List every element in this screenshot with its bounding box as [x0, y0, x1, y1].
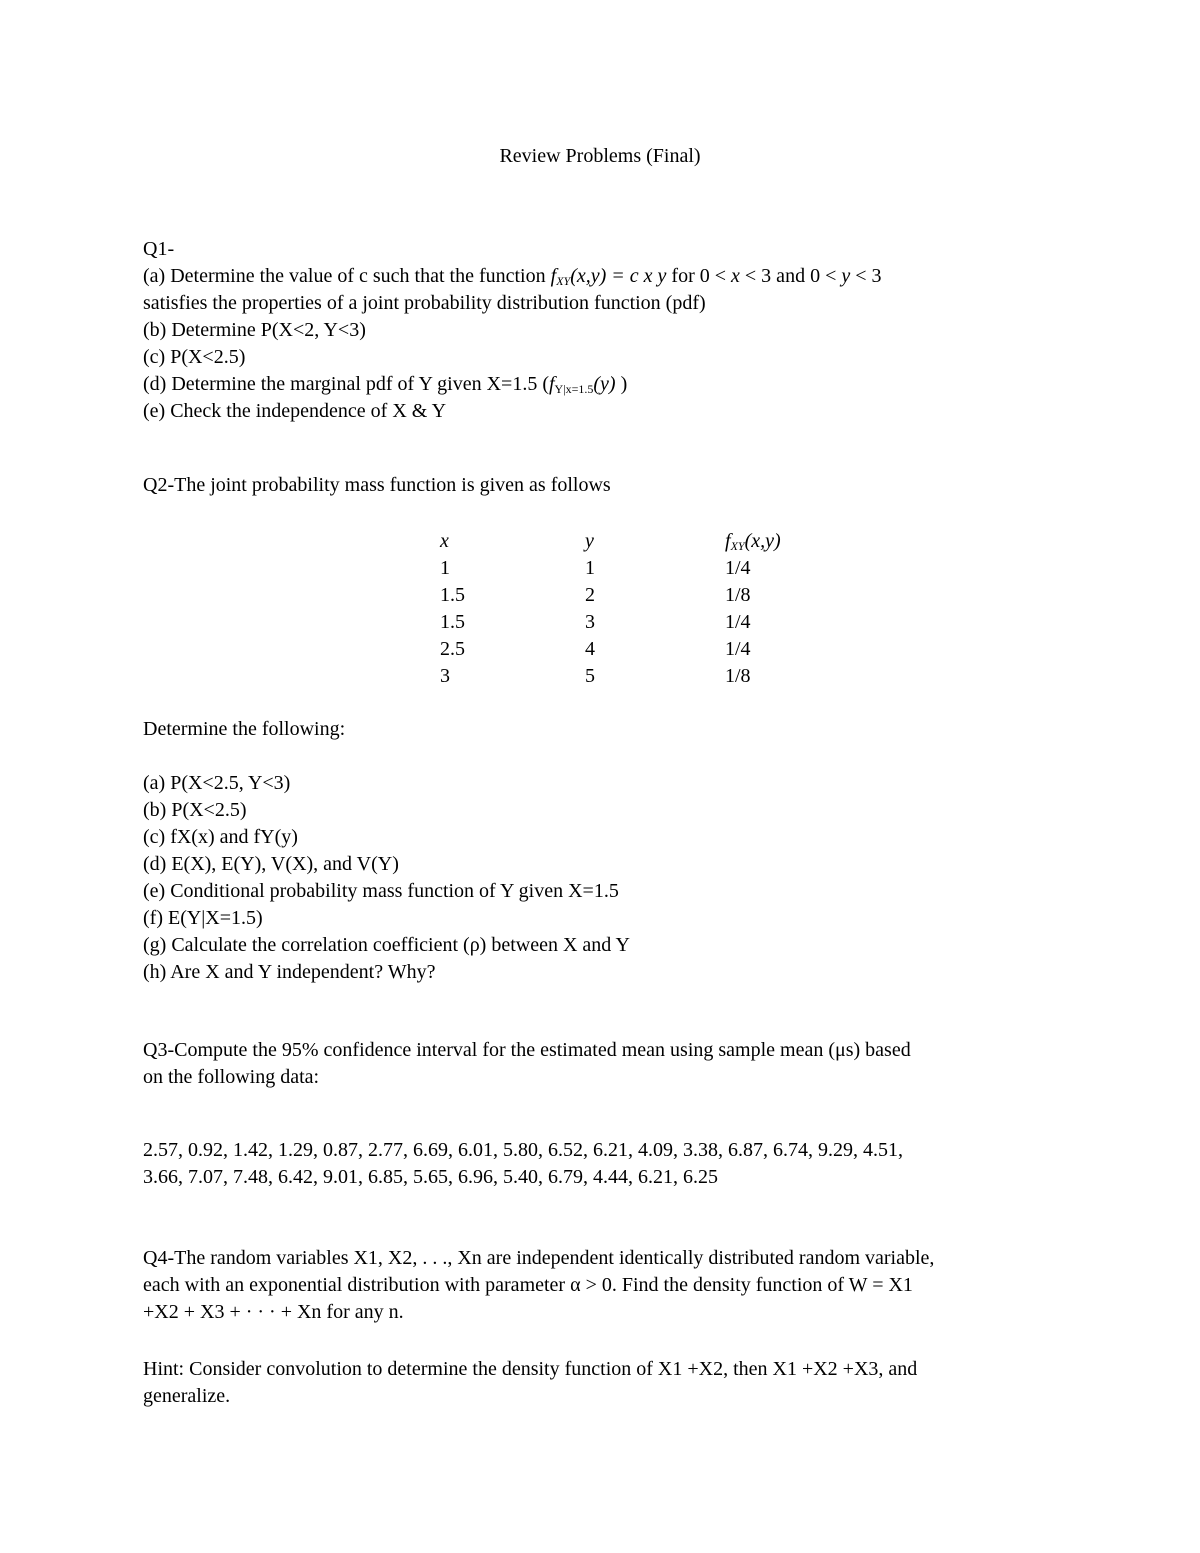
q1-heading: Q1- [143, 238, 175, 260]
table-row [440, 609, 860, 636]
q4-hint-line-1: Hint: Consider convolution to determine the density function of X1 +X2, then X1 +X2 +X3, and [143, 1358, 918, 1380]
q4-line-3: +X2 + X3 + · · · + Xn for any n. [143, 1301, 404, 1323]
question-3 [143, 1037, 1073, 1091]
q1-part-b: (b) Determine P(X<2, Y<3) [143, 319, 366, 341]
table-row [440, 636, 860, 663]
cell-x: 1.5 [440, 584, 465, 606]
q4-line-2: each with an exponential distribution with parameter α > 0. Find the density function of W = X1 [143, 1274, 913, 1296]
q2-part-h: (h) Are X and Y independent? Why? [143, 961, 436, 983]
q2-part-g: (g) Calculate the correlation coefficient (ρ) between X and Y [143, 934, 630, 956]
pmf-table [440, 528, 860, 690]
question-4 [143, 1245, 1073, 1326]
cell-p: 1/4 [725, 611, 751, 633]
q2-part-a: (a) P(X<2.5, Y<3) [143, 772, 291, 794]
cell-y: 1 [585, 557, 595, 579]
table-row [440, 555, 860, 582]
q2-part-d: (d) E(X), E(Y), V(X), and V(Y) [143, 853, 399, 875]
cell-y: 3 [585, 611, 595, 633]
q2-part-e: (e) Conditional probability mass function of Y given X=1.5 [143, 880, 619, 902]
pmf-table-header [440, 528, 860, 555]
q1-part-c: (c) P(X<2.5) [143, 346, 246, 368]
q3-data-line-2: 3.66, 7.07, 7.48, 6.42, 9.01, 6.85, 5.65, 6.96, 5.40, 6.79, 4.44, 6.21, 6.25 [143, 1166, 718, 1188]
cell-x: 2.5 [440, 638, 465, 660]
cell-x: 3 [440, 665, 450, 687]
q1-part-a: (a) Determine the value of c such that the function $f_{XY}(x,y) = c$ x y for 0 < x < 3 and 0 < y < 3 [143, 265, 882, 288]
cell-y: 2 [585, 584, 595, 606]
q2-intro: Q2-The joint probability mass function is given as follows [143, 474, 611, 496]
q2-determine: Determine the following: [143, 718, 346, 740]
question-1 [143, 236, 1073, 425]
cell-y: 5 [585, 665, 595, 687]
q2-parts [143, 770, 1073, 986]
table-row [440, 663, 860, 690]
q1-part-a-continued: satisfies the properties of a joint probability distribution function (pdf) [143, 292, 706, 314]
q1-part-e: (e) Check the independence of X & Y [143, 400, 447, 422]
cell-p: 1/4 [725, 557, 751, 579]
q4-line-1: Q4-The random variables X1, X2, . . ., Xn are independent identically distributed random variable, [143, 1247, 935, 1269]
page-title: Review Problems (Final) [499, 145, 701, 167]
q3-line-2: on the following data: [143, 1066, 320, 1088]
q4-hint [143, 1356, 1073, 1410]
question-2 [143, 472, 1073, 499]
header-y: y [585, 530, 594, 552]
cell-p: 1/4 [725, 638, 751, 660]
q3-line-1: Q3-Compute the 95% confidence interval for the estimated mean using sample mean (μs) based [143, 1039, 911, 1061]
table-row [440, 582, 860, 609]
cell-p: 1/8 [725, 584, 751, 606]
q3-data-line-1: 2.57, 0.92, 1.42, 1.29, 0.87, 2.77, 6.69, 6.01, 5.80, 6.52, 6.21, 4.09, 3.38, 6.87, 6.74, 9.29, 4.51, [143, 1139, 903, 1161]
q2-part-f: (f) E(Y|X=1.5) [143, 907, 263, 929]
q1-part-d: (d) Determine the marginal pdf of Y given X=1.5 ($f_{Y|x=1.5}(y)$ ) [143, 373, 628, 396]
cell-p: 1/8 [725, 665, 751, 687]
cell-x: 1.5 [440, 611, 465, 633]
q2-part-c: (c) fX(x) and fY(y) [143, 826, 298, 848]
cell-x: 1 [440, 557, 450, 579]
q2-part-b: (b) P(X<2.5) [143, 799, 247, 821]
header-x: x [440, 530, 449, 552]
q4-hint-line-2: generalize. [143, 1385, 231, 1407]
header-fxy: $f_{XY}(x,y)$ [725, 530, 781, 553]
q3-data [143, 1137, 1073, 1191]
cell-y: 4 [585, 638, 595, 660]
